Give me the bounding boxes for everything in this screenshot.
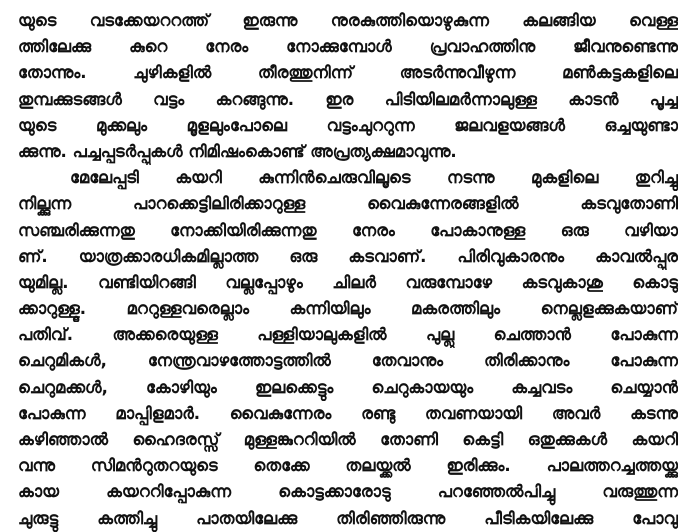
text-line: തുമ്പക്കുടങ്ങൾ വട്ടം കറങ്ങുന്നു. ഇര പിടിയിലമർന്നാലുള്ള കാടൻ പൂച്ച <box>18 89 678 109</box>
text-line: കായ കയററിപ്പോകുന്ന കൊട്ടക്കാരോടു പറഞ്ഞേൽപിച്ചു വരുത്തുന്ന <box>18 482 678 502</box>
text-line: തോന്നും. ചുഴികളിൽ തീരത്തുനിന്ന് അടർന്നുവീഴുന്ന മൺകട്ടകളിലെ <box>18 63 678 83</box>
text-line: യുടെ വടക്കേയററത്ത് ഇരുന്നു നുരകുത്തിയൊഴുകുന്ന കലങ്ങിയ വെള്ള <box>18 11 678 30</box>
text-line: പതിവ്. അക്കരെയുള്ള പള്ളിയാലുകളിൽ പുല്ലു ചെത്താൻ പോകുന്ന <box>18 325 678 345</box>
text-line: ണ്. യാത്രക്കാരധികമില്ലാത്ത ഒരു കടവാണ്. പിരിവുകാരനും കാവൽപ്പുര <box>18 246 678 266</box>
paragraph-2 <box>18 165 678 532</box>
text-line: പോകുന്ന മാപ്പിളമാർ. വൈകുന്നേരം രണ്ടു തവണയായി അവർ കടന്നു <box>18 403 678 423</box>
document-page <box>18 8 678 528</box>
text-line: കഴിഞ്ഞാൽ ഹൈദരസ്സ് മുള്ളങ്കുററിയിൽ തോണി കെട്ടി ഒതുക്കുകൾ കയറി <box>18 430 678 449</box>
text-line: ക്കാറുള്ളൂ. മററുള്ളവരെല്ലാം കന്നിയിലും മകരത്തിലും നെല്ലളക്കുകയാണ് <box>18 299 678 319</box>
paragraph-1 <box>18 8 678 165</box>
text-line: യുമില്ല. വണ്ടിയിറങ്ങി വല്ലപ്പോഴും ചിലർ വരുമ്പോഴേ കടവുകാശു കൊടു <box>18 272 678 292</box>
text-line: ചെറുമികൾ, നേന്ത്രവാഴത്തോട്ടത്തിൽ തേവാനും തിരിക്കാനും പോകുന്ന <box>18 351 678 371</box>
text-line: ക്കുന്നു. പച്ചപ്പടർപ്പുകൾ നിമിഷംകൊണ്ട് അപ്രത്യക്ഷമാവുന്നു. <box>18 141 457 161</box>
text-line: നില്ക്കുന്ന പാറക്കെട്ടിലിരിക്കാറുള്ള വൈകുന്നേരങ്ങളിൽ കടവുതോണി <box>18 194 678 214</box>
text-line: സഞ്ചരിക്കുന്നതു നോക്കിയിരിക്കുന്നതു നേരം പോകാനുള്ള ഒരു വഴിയാ <box>18 220 678 240</box>
text-line: ചെറുമക്കൾ, കോഴിയും ഇലക്കെട്ടും ചെറുകായയും കച്ചവടം ചെയ്യാൻ <box>18 377 678 397</box>
text-line: ത്തിലേക്കു കുറെ നേരം നോക്കുമ്പോൾ പ്രവാഹത്തിനു ജീവനുണ്ടെന്നു <box>18 37 678 57</box>
text-line: വന്നു സിമൻറുതറയുടെ തെക്കേ തലയ്ക്കൽ ഇരിക്കും. പാലത്തറച്ചത്തയ്ക്കു <box>18 456 678 476</box>
text-line: മേലേപ്പടി കയറി കുന്നിൻചെരുവിലൂടെ നടന്നു മുകളിലെ തുറിച്ചു <box>70 168 678 188</box>
text-line: ചുരുട്ടു കത്തിച്ചു പാതയിലേക്കു തിരിഞ്ഞിരുന്നു പീടികയിലേക്കു പോവു <box>18 508 678 528</box>
text-line: യുടെ മുക്കലും മൂളലുംപോലെ വട്ടംചുററുന്ന ജലവളയങ്ങൾ ഒച്ചയുണ്ടാ <box>18 115 678 135</box>
